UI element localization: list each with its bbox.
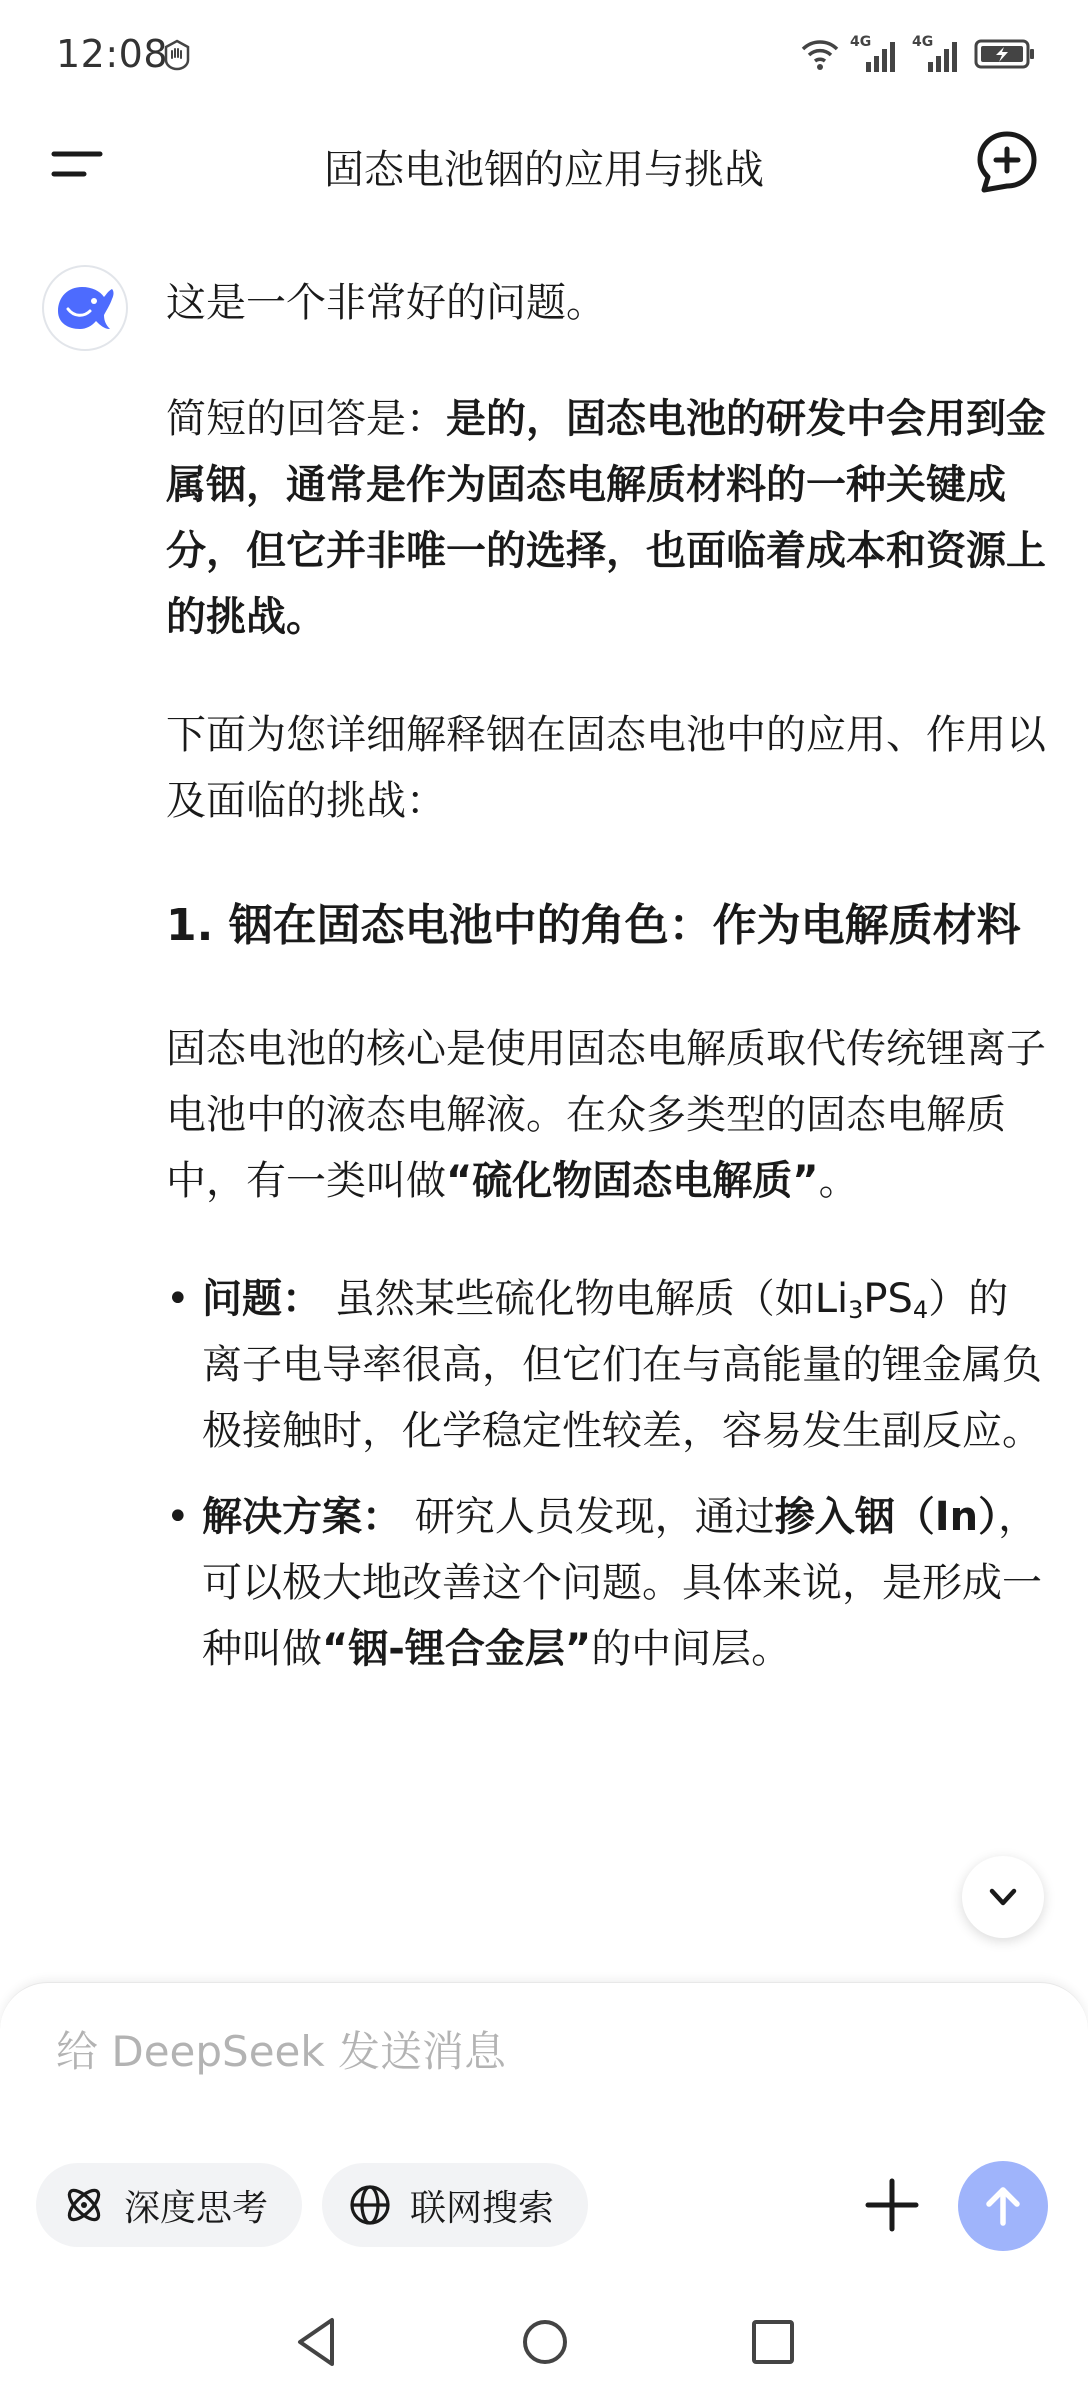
message-input[interactable] (56, 2027, 936, 2076)
battery-icon (974, 37, 1036, 75)
bullet-dot: • (166, 1494, 190, 1540)
subscript: 3 (848, 1296, 864, 1324)
bullet-list (166, 1266, 1046, 1682)
globe-icon (348, 2183, 392, 2227)
arrow-up-icon (978, 2181, 1028, 2231)
summary-prefix: 简短的回答是： (166, 396, 446, 442)
assistant-message (166, 270, 1046, 1702)
summary-bold: 是的，固态电池的研发中会用到金属铟，通常是作为固态电解质材料的一种关键成分，但它并非唯一的选择，也面临着成本和资源上的挑战。 (166, 396, 1046, 640)
chevron-down-icon (983, 1877, 1023, 1917)
scroll-down-button[interactable] (962, 1856, 1044, 1938)
status-bar (0, 0, 1088, 112)
bullet-text: ，可以极大地改善这个问题。具体来说，是形成一种叫做 (202, 1494, 1042, 1672)
bullet-bold: 掺入铟（In） (774, 1494, 999, 1540)
bullet-text: 虽然某些硫化物电解质（如Li (322, 1276, 849, 1322)
bullet-text: 的中间层。 (591, 1626, 792, 1672)
core-text: 固态电池的核心是使用固态电解质取代传统锂离子电池中的液态电解液。在众多类型的固态电解质中，有一类叫做 (166, 1026, 1046, 1204)
message-details: 下面为您详细解释铟在固态电池中的应用、作用以及面临的挑战： (166, 712, 1046, 824)
signal-icon (850, 36, 902, 76)
bullet-text: ）的离子电导率很高，但它们在与高能量的锂金属负极接触时，化学稳定性较差，容易发生副反应。 (202, 1276, 1042, 1454)
send-button[interactable] (958, 2161, 1048, 2251)
atom-icon (62, 2183, 106, 2227)
new-chat-icon (972, 122, 1042, 202)
home-circle-icon (520, 2314, 570, 2370)
bullet-text: PS (863, 1276, 913, 1322)
core-end: 。 (818, 1158, 859, 1204)
status-icons (800, 36, 1036, 76)
top-bar (0, 112, 1088, 232)
plus-icon (864, 2177, 920, 2233)
system-nav-bar (0, 2290, 1088, 2400)
deepseek-whale-icon (54, 283, 116, 333)
nav-back-button[interactable] (292, 2314, 342, 2374)
list-item (166, 1484, 1046, 1682)
section-heading: 1. 铟在固态电池中的角色：作为电解质材料 (166, 900, 1021, 951)
signal-icon (912, 36, 964, 76)
list-item (166, 1266, 1046, 1464)
wifi-icon (800, 37, 840, 75)
page-title: 固态电池铟的应用与挑战 (324, 147, 764, 193)
deep-think-button[interactable] (36, 2163, 302, 2247)
nav-recents-button[interactable] (748, 2316, 798, 2372)
message-intro: 这是一个非常好的问题。 (166, 280, 606, 326)
bullet-bold: “铟-锂合金层” (322, 1626, 592, 1672)
new-chat-button[interactable] (972, 122, 1042, 202)
deep-think-label: 深度思考 (124, 2187, 269, 2229)
message-core (166, 1016, 1046, 1214)
web-search-button[interactable] (322, 2163, 588, 2247)
network-type-label: 4G (912, 34, 934, 50)
message-summary (166, 386, 1046, 650)
recents-square-icon (748, 2316, 798, 2368)
attach-button[interactable] (862, 2169, 922, 2241)
core-bold: “硫化物固态电解质” (446, 1158, 819, 1204)
subscript: 4 (912, 1296, 929, 1324)
back-triangle-icon (292, 2314, 342, 2370)
bullet-text: 研究人员发现，通过 (402, 1494, 775, 1540)
deepseek-avatar (42, 265, 128, 351)
nav-home-button[interactable] (520, 2314, 570, 2374)
web-search-label: 联网搜索 (410, 2187, 555, 2229)
bullet-dot: • (166, 1276, 190, 1322)
network-type-label: 4G (850, 34, 872, 50)
hand-icon (160, 38, 194, 72)
status-time: 12:08 (56, 32, 169, 76)
bullet-label: 问题： (202, 1276, 322, 1322)
bullet-label: 解决方案： (202, 1494, 402, 1540)
